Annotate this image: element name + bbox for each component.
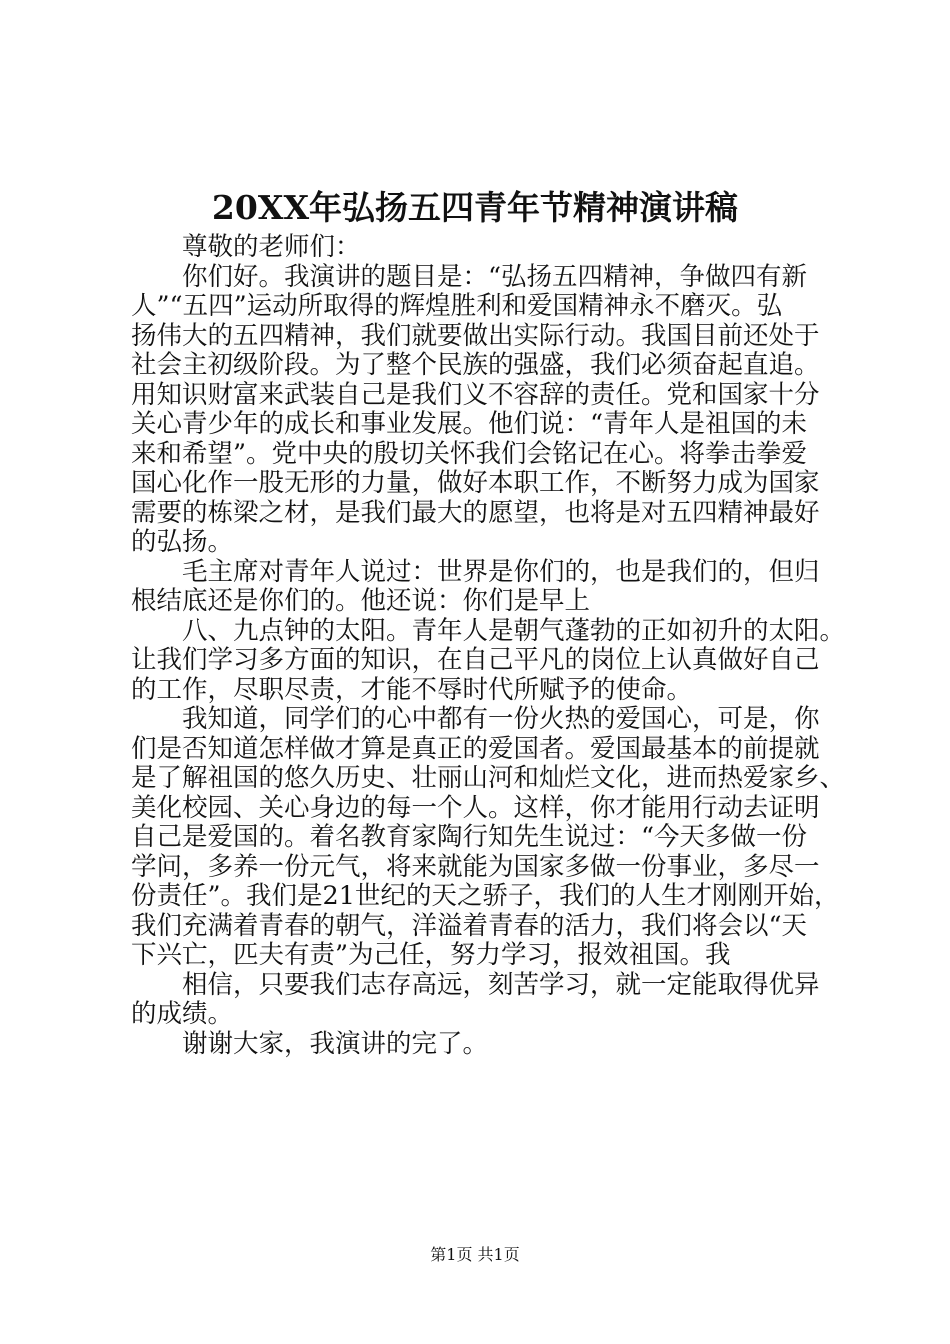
paragraph-line: 份责任”。我们是21世纪的天之骄子，我们的人生才刚刚开始， bbox=[131, 881, 840, 911]
paragraph-line: 扬伟大的五四精神，我们就要做出实际行动。我国目前还处于 bbox=[131, 320, 820, 351]
salutation-line: 尊敬的老师们： bbox=[182, 232, 361, 262]
paragraph-line: 需要的栋梁之材，是我们最大的愿望，也将是对五四精神最好 bbox=[131, 497, 820, 528]
document-title: 20XX年弘扬五四青年节精神演讲稿 bbox=[211, 188, 739, 227]
paragraph-line: 的工作，尽职尽责，才能不辱时代所赋予的使命。 bbox=[131, 674, 693, 705]
paragraph-line: 自己是爱国的。着名教育家陶行知先生说过：“今天多做一份 bbox=[131, 822, 808, 852]
paragraph-line: 我们充满着青春的朝气，洋溢着青春的活力，我们将会以“天 bbox=[131, 910, 808, 941]
paragraph-line: 的成绩。 bbox=[131, 999, 234, 1029]
paragraph-line: 让我们学习多方面的知识，在自己平凡的岗位上认真做好自己 bbox=[131, 645, 820, 675]
paragraph-line: 根结底还是你们的。他还说：你们是早上 bbox=[131, 586, 591, 616]
paragraph-line: 我知道，同学们的心中都有一份火热的爱国心，可是，你 bbox=[182, 704, 820, 734]
paragraph-line: 你们好。我演讲的题目是：“弘扬五四精神，争做四有新 bbox=[182, 261, 808, 292]
paragraph-line: 来和希望”。党中央的殷切关怀我们会铭记在心。将拳击拳爱 bbox=[131, 438, 808, 469]
paragraph-line: 用知识财富来武装自己是我们义不容辞的责任。党和国家十分 bbox=[131, 379, 820, 410]
paragraph-line: 的弘扬。 bbox=[131, 527, 234, 557]
paragraph-line: 美化校园、关心身边的每一个人。这样，你才能用行动去证明 bbox=[131, 792, 820, 823]
closing-line: 谢谢大家，我演讲的完了。 bbox=[182, 1028, 489, 1059]
paragraph-line: 国心化作一股无形的力量，做好本职工作，不断努力成为国家 bbox=[131, 468, 820, 498]
paragraph-line: 相信，只要我们志存高远，刻苦学习，就一定能取得优异 bbox=[182, 969, 820, 1000]
paragraph-line: 是了解祖国的悠久历史、壮丽山河和灿烂文化，进而热爱家乡、 bbox=[131, 763, 846, 793]
document-body bbox=[131, 232, 846, 1059]
paragraph-line: 关心青少年的成长和事业发展。他们说：“青年人是祖国的未 bbox=[131, 409, 808, 439]
paragraph-line: 下兴亡，匹夫有责”为己任，努力学习，报效祖国。我 bbox=[131, 940, 731, 970]
page-footer: 第1页 共1页 bbox=[430, 1245, 520, 1264]
paragraph-line: 社会主初级阶段。为了整个民族的强盛，我们必须奋起直追。 bbox=[131, 350, 820, 380]
paragraph-line: 们是否知道怎样做才算是真正的爱国者。爱国最基本的前提就 bbox=[131, 733, 820, 764]
paragraph-line: 八、九点钟的太阳。青年人是朝气蓬勃的正如初升的太阳。 bbox=[182, 615, 846, 646]
paragraph-line: 人”“五四”运动所取得的辉煌胜利和爱国精神永不磨灭。弘 bbox=[131, 291, 783, 321]
paragraph-line: 毛主席对青年人说过：世界是你们的，也是我们的，但归 bbox=[182, 556, 820, 587]
paragraph-line: 学问，多养一份元气，将来就能为国家多做一份事业，多尽一 bbox=[131, 851, 820, 882]
